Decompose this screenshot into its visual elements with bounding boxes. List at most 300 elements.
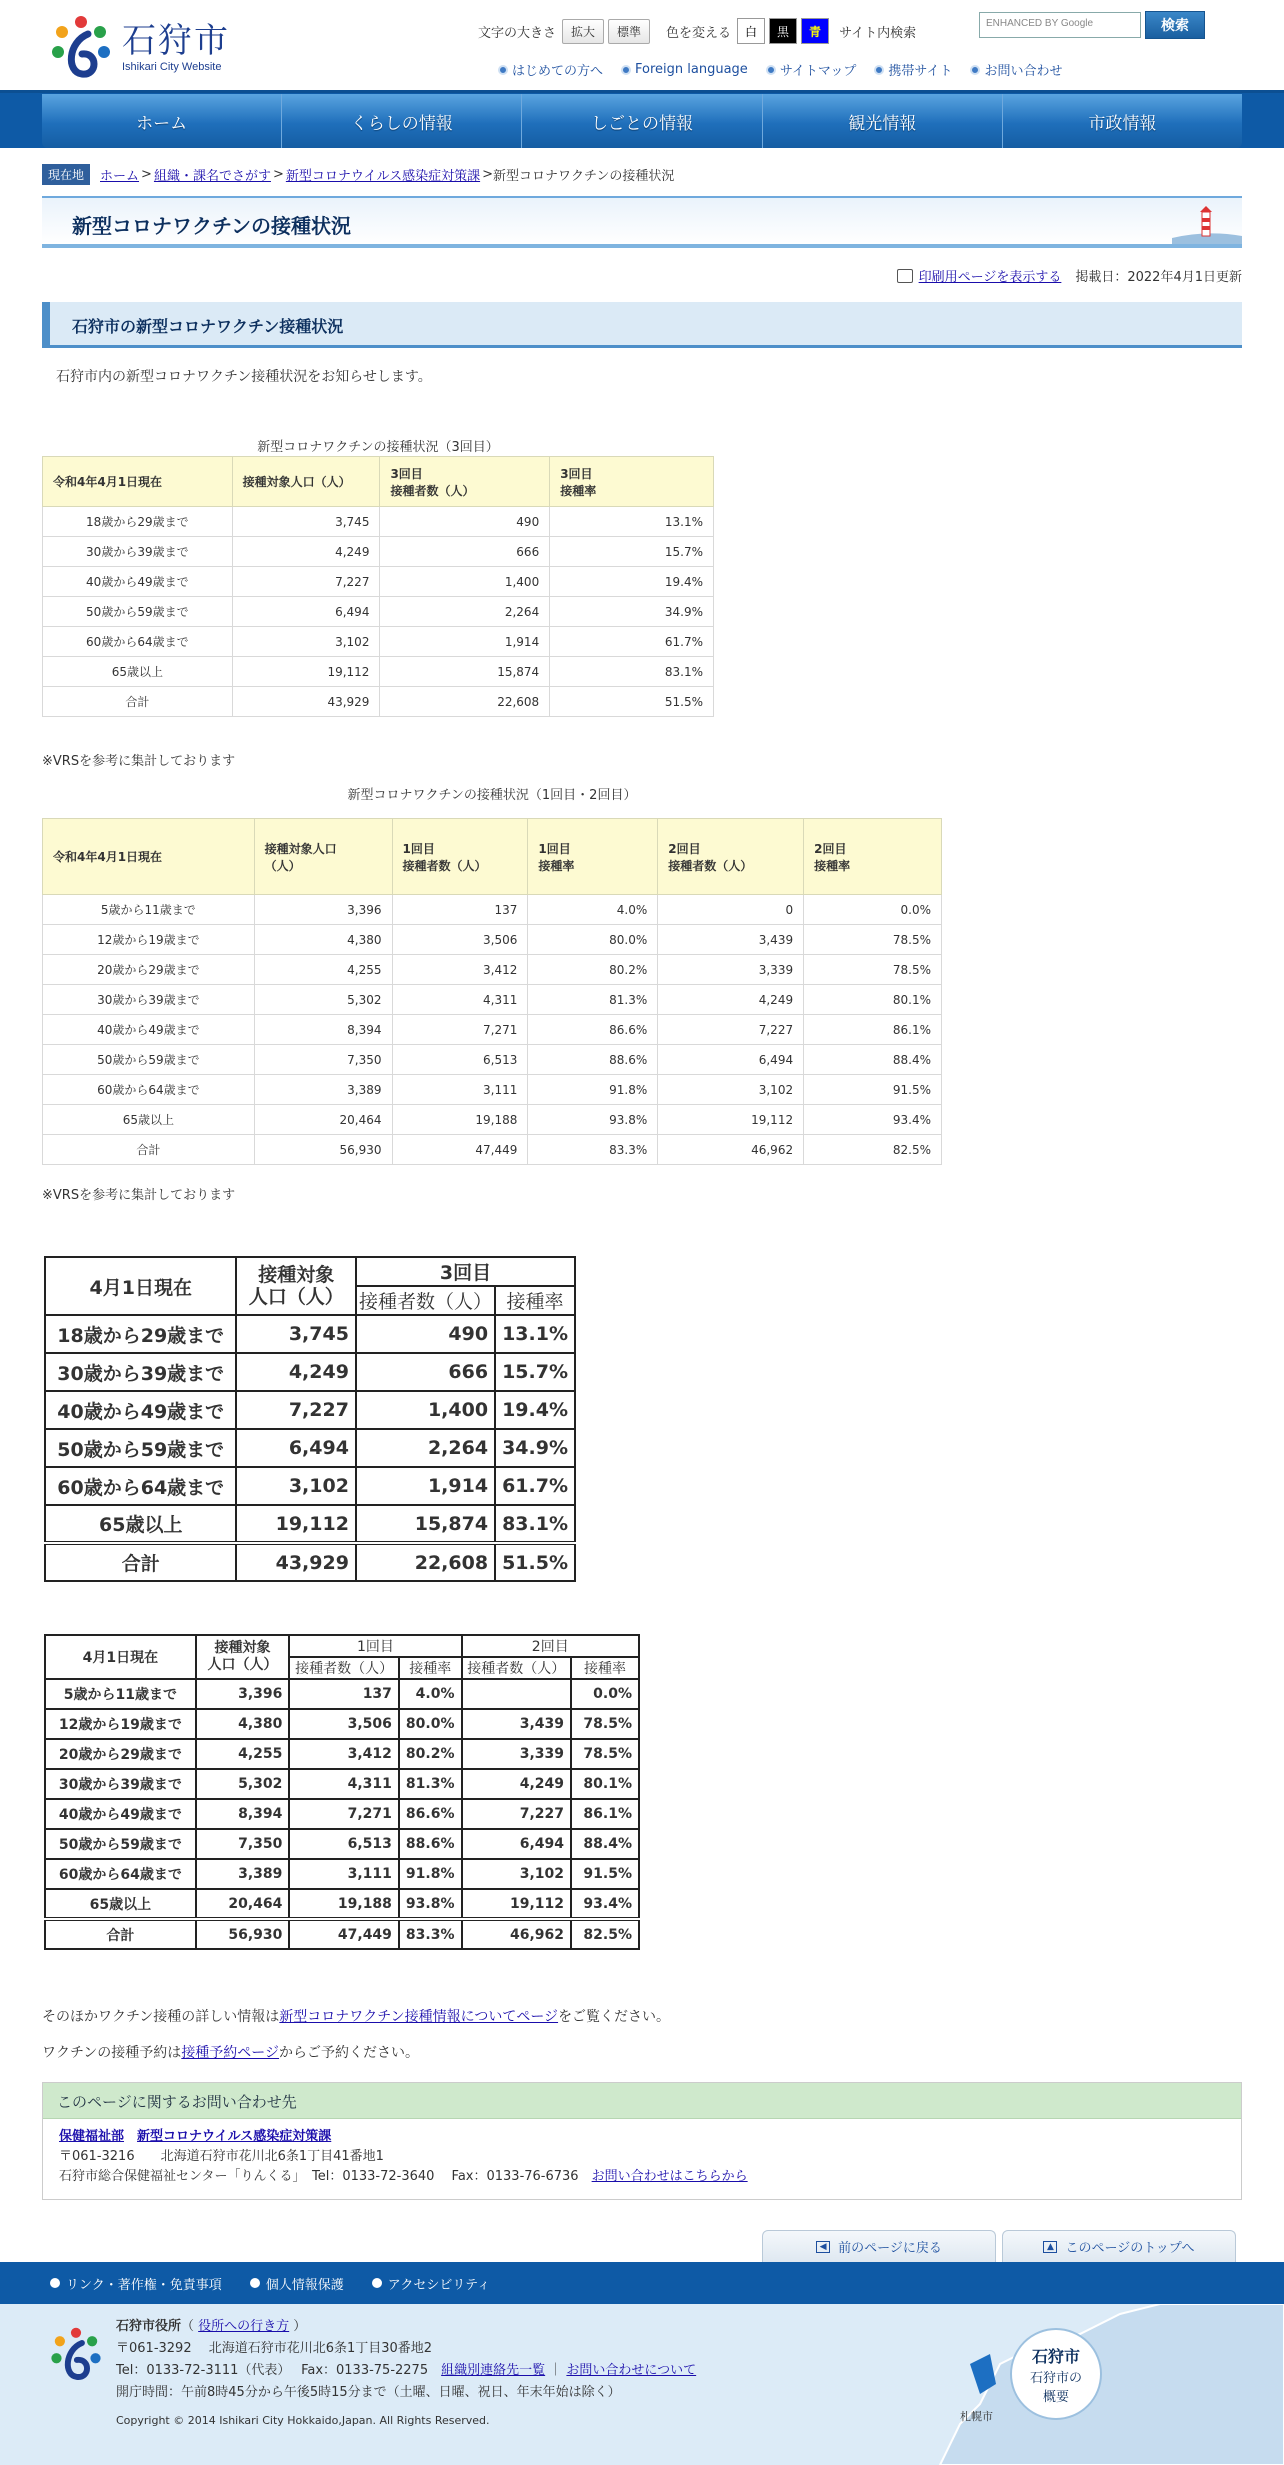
table1-header: 3回目 接種者数（人）: [380, 457, 550, 507]
bullet-icon: [498, 65, 508, 75]
table-cell: 78.5%: [804, 955, 942, 985]
section-heading: 石狩市の新型コロナワクチン接種状況: [72, 317, 344, 336]
table-cell: 3,412: [392, 955, 528, 985]
font-size-label: 文字の大きさ: [478, 25, 557, 41]
nav-living[interactable]: くらしの情報: [282, 94, 522, 148]
search-button[interactable]: 検索: [1145, 11, 1205, 39]
row-label: 12歳から19歳まで: [43, 925, 255, 955]
table2-header: 令和4年4月1日現在: [43, 819, 255, 895]
page-top-button[interactable]: ▲ このページのトップへ: [1002, 2230, 1236, 2262]
footer-inquiry-link[interactable]: お問い合わせについて: [566, 2363, 697, 2378]
table-row: [43, 895, 942, 925]
row-label: 65歳以上: [43, 657, 233, 687]
image-table2-header: 接種率: [571, 1657, 639, 1679]
table2-header: 2回目 接種率: [804, 819, 942, 895]
table-cell: 91.5%: [571, 1859, 639, 1889]
table-row: [43, 537, 714, 567]
nav-business[interactable]: しごとの情報: [522, 94, 762, 148]
table-cell: 7,271: [289, 1799, 399, 1829]
logo-subtitle: Ishikari City Website: [122, 61, 222, 73]
global-nav: [42, 94, 1242, 148]
image-table-row: [45, 1919, 639, 1949]
table-cell: 88.4%: [804, 1045, 942, 1075]
table-cell: 47,449: [289, 1919, 399, 1949]
table-cell: 4,249: [232, 537, 380, 567]
table-cell: 43,929: [232, 687, 380, 717]
table-cell: 19,188: [392, 1105, 528, 1135]
site-search-label: サイト内検索: [839, 25, 917, 41]
link-mobile-site[interactable]: 携帯サイト: [874, 60, 952, 79]
table-cell: 34.9%: [495, 1429, 575, 1467]
table-row: [43, 1015, 942, 1045]
row-label: 65歳以上: [45, 1889, 196, 1919]
image-table2-header: 接種率: [399, 1657, 462, 1679]
row-label: 60歳から64歳まで: [45, 1859, 196, 1889]
inquiry-link[interactable]: お問い合わせはこちらから: [591, 2169, 748, 2184]
image-table2-header: 1回目: [289, 1635, 461, 1657]
table-cell: 15.7%: [550, 537, 714, 567]
table-cell: 46,962: [658, 1135, 804, 1165]
image-table-row: [45, 1829, 639, 1859]
table-cell: 1,914: [380, 627, 550, 657]
table-cell: 88.4%: [571, 1829, 639, 1859]
color-label: 色を変える: [666, 25, 732, 41]
footer-link-accessibility[interactable]: アクセシビリティ: [372, 2274, 490, 2293]
breadcrumb-dept[interactable]: 新型コロナウイルス感染症対策課: [285, 169, 481, 184]
table-cell: 4,380: [254, 925, 392, 955]
link-contact[interactable]: お問い合わせ: [970, 60, 1062, 79]
table-cell: 4.0%: [528, 895, 658, 925]
image-table-row: [45, 1353, 575, 1391]
dept-link[interactable]: 保健福祉部: [59, 2129, 125, 2144]
table-cell: 80.1%: [571, 1769, 639, 1799]
table-cell: 3,111: [392, 1075, 528, 1105]
nav-tourism[interactable]: 観光情報: [763, 94, 1003, 148]
site-logo[interactable]: [48, 12, 230, 82]
table-cell: 3,396: [254, 895, 392, 925]
table-cell: 80.2%: [528, 955, 658, 985]
row-label: 50歳から59歳まで: [45, 1429, 236, 1467]
row-label: 30歳から39歳まで: [45, 1769, 196, 1799]
bullet-icon: [970, 65, 980, 75]
bottom-page-nav: [762, 2230, 1236, 2262]
sapporo-label: 札幌市: [960, 2410, 993, 2423]
breadcrumb-org[interactable]: 組織・課名でさがす: [153, 169, 271, 184]
contact-center: 石狩市総合保健福祉センター「りんくる」 Tel：0133-72-3640 Fax：0133-76-6736: [59, 2169, 579, 2184]
table-row: [43, 627, 714, 657]
color-blue-button[interactable]: 青: [801, 18, 829, 44]
table-cell: 3,389: [254, 1075, 392, 1105]
table-cell: 7,350: [196, 1829, 290, 1859]
table-cell: 666: [356, 1353, 495, 1391]
table-cell: 78.5%: [571, 1739, 639, 1769]
table-cell: 83.3%: [528, 1135, 658, 1165]
table-cell: 20,464: [196, 1889, 290, 1919]
directions-link[interactable]: 役所への行き方: [198, 2319, 290, 2334]
table-cell: 93.8%: [528, 1105, 658, 1135]
row-label: 5歳から11歳まで: [43, 895, 255, 925]
table-cell: 47,449: [392, 1135, 528, 1165]
row-label: 20歳から29歳まで: [43, 955, 255, 985]
copyright: Copyright © 2014 Ishikari City Hokkaido,Japan. All Rights Reserved.: [116, 2414, 490, 2427]
table-cell: 51.5%: [495, 1543, 575, 1581]
table-cell: 3,102: [462, 1859, 572, 1889]
table-row: [43, 1075, 942, 1105]
row-label: 50歳から59歳まで: [43, 1045, 255, 1075]
table-cell: 91.5%: [804, 1075, 942, 1105]
table-cell: 20,464: [254, 1105, 392, 1135]
table-cell: 19,112: [658, 1105, 804, 1135]
table-cell: 6,513: [289, 1829, 399, 1859]
table-row: [43, 597, 714, 627]
table-cell: 3,339: [658, 955, 804, 985]
image-table2-header: 接種者数（人）: [289, 1657, 399, 1679]
table-cell: 86.1%: [804, 1015, 942, 1045]
image-table1-header: 4月1日現在: [45, 1257, 236, 1315]
bullet-icon: [621, 65, 631, 75]
font-large-button[interactable]: 拡大: [562, 19, 604, 44]
row-label: 40歳から49歳まで: [45, 1391, 236, 1429]
table-cell: 4,255: [254, 955, 392, 985]
table2-header: 接種対象人口 （人）: [254, 819, 392, 895]
table-cell: 3,389: [196, 1859, 290, 1889]
contact-address: 〒061-3216 北海道石狩市花川北6条1丁目41番地1: [59, 2149, 384, 2164]
table-row: [43, 507, 714, 537]
row-label: 40歳から49歳まで: [45, 1799, 196, 1829]
table-cell: 15,874: [356, 1505, 495, 1543]
table-cell: 3,506: [289, 1709, 399, 1739]
row-label: 20歳から29歳まで: [45, 1739, 196, 1769]
table-cell: 3,412: [289, 1739, 399, 1769]
table-cell: 91.8%: [528, 1075, 658, 1105]
table-cell: 80.0%: [399, 1709, 462, 1739]
table-cell: 3,506: [392, 925, 528, 955]
table-cell: 80.1%: [804, 985, 942, 1015]
table-cell: 51.5%: [550, 687, 714, 717]
bullet-icon: [766, 65, 776, 75]
table-row: [43, 687, 714, 717]
lighthouse-icon: [1172, 204, 1242, 244]
row-label: 30歳から39歳まで: [43, 985, 255, 1015]
table-cell: 13.1%: [550, 507, 714, 537]
table-cell: 19.4%: [550, 567, 714, 597]
table-cell: 4,249: [236, 1353, 355, 1391]
page-title: 新型コロナワクチンの接種状況: [72, 214, 351, 238]
table-cell: 3,339: [462, 1739, 572, 1769]
back-icon: ◀: [816, 2241, 830, 2253]
table-cell: 61.7%: [550, 627, 714, 657]
color-white-button[interactable]: 白: [737, 18, 765, 44]
table-cell: 19,188: [289, 1889, 399, 1919]
table-cell: 666: [380, 537, 550, 567]
row-label: 65歳以上: [45, 1505, 236, 1543]
table-cell: 3,439: [462, 1709, 572, 1739]
bullet-icon: [50, 2278, 60, 2288]
table-row: [43, 1105, 942, 1135]
table-cell: 3,102: [658, 1075, 804, 1105]
table-cell: 3,111: [289, 1859, 399, 1889]
table-cell: 7,271: [392, 1015, 528, 1045]
image-table-row: [45, 1429, 575, 1467]
contact-box: [42, 2082, 1242, 2200]
table-cell: 86.6%: [528, 1015, 658, 1045]
image-table-dose3: [44, 1256, 576, 1582]
row-label: 30歳から39歳まで: [43, 537, 233, 567]
table-cell: 22,608: [380, 687, 550, 717]
row-label: 合計: [45, 1919, 196, 1949]
nav-home[interactable]: ホーム: [42, 94, 282, 148]
image-table1-header: 接種対象 人口（人）: [236, 1257, 355, 1315]
table-cell: 82.5%: [571, 1919, 639, 1949]
table-cell: 7,227: [232, 567, 380, 597]
header-sub-links: [498, 60, 1081, 79]
contact-heading: このページに関するお問い合わせ先: [43, 2083, 1241, 2119]
table-cell: 8,394: [196, 1799, 290, 1829]
table-cell: 78.5%: [571, 1709, 639, 1739]
table-cell: 46,962: [462, 1919, 572, 1949]
table-cell: 93.4%: [571, 1889, 639, 1919]
table1-caption: 新型コロナワクチンの接種状況（3回目）: [257, 440, 499, 455]
footer-links-bar: [0, 2262, 1284, 2304]
bullet-icon: [372, 2278, 382, 2288]
table-cell: 22,608: [356, 1543, 495, 1581]
row-label: 18歳から29歳まで: [45, 1315, 236, 1353]
table-cell: 83.3%: [399, 1919, 462, 1949]
table-row: [43, 657, 714, 687]
table-cell: 88.6%: [399, 1829, 462, 1859]
table-cell: 82.5%: [804, 1135, 942, 1165]
table-cell: 1,914: [356, 1467, 495, 1505]
table-dose1-2: [42, 818, 942, 1165]
site-header: [0, 0, 1284, 90]
image-table-row: [45, 1505, 575, 1543]
print-link[interactable]: 印刷用ページを表示する: [918, 270, 1062, 285]
table-cell: 6,494: [658, 1045, 804, 1075]
table-cell: 80.0%: [528, 925, 658, 955]
image-table2-header: 4月1日現在: [45, 1635, 196, 1679]
table-cell: 6,513: [392, 1045, 528, 1075]
table-cell: 3,102: [232, 627, 380, 657]
vrs-note: ※VRSを参考に集計しております: [42, 754, 236, 769]
search-input[interactable]: ENHANCED BY Google: [979, 12, 1141, 38]
table-cell: 0.0%: [804, 895, 942, 925]
image-table-row: [45, 1799, 639, 1829]
image-table-row: [45, 1543, 575, 1581]
table-cell: 3,439: [658, 925, 804, 955]
font-normal-button[interactable]: 標準: [608, 19, 650, 44]
table-cell: 43,929: [236, 1543, 355, 1581]
logo-title: 石狩市: [122, 21, 230, 61]
table-cell: 6,494: [232, 597, 380, 627]
table-cell: 93.4%: [804, 1105, 942, 1135]
table-cell: [462, 1679, 572, 1709]
bullet-icon: [874, 65, 884, 75]
table-cell: 4,380: [196, 1709, 290, 1739]
table-cell: 4,249: [658, 985, 804, 1015]
breadcrumb: 現在地 ホーム > 組織・課名でさがす > 新型コロナウイルス感染症対策課 > 新型コロナワクチンの接種状況: [42, 164, 674, 185]
table-cell: 13.1%: [495, 1315, 575, 1353]
table-cell: 7,227: [462, 1799, 572, 1829]
footer-hours: 開庁時間：午前8時45分から午後5時15分まで（土曜、日曜、祝日、年末年始は除く）: [116, 2385, 621, 2400]
table-cell: 137: [289, 1679, 399, 1709]
color-black-button[interactable]: 黒: [769, 18, 797, 44]
table-cell: 3,745: [232, 507, 380, 537]
image-table2-header: 接種対象 人口（人）: [196, 1635, 290, 1679]
table-cell: 78.5%: [804, 925, 942, 955]
row-label: 60歳から64歳まで: [45, 1467, 236, 1505]
table-dose3: [42, 456, 714, 717]
row-label: 50歳から59歳まで: [45, 1829, 196, 1859]
table1-header: 接種対象人口（人）: [232, 457, 380, 507]
row-label: 40歳から49歳まで: [43, 567, 233, 597]
row-label: 5歳から11歳まで: [45, 1679, 196, 1709]
table-cell: 8,394: [254, 1015, 392, 1045]
row-label: 30歳から39歳まで: [45, 1353, 236, 1391]
table-cell: 6,494: [462, 1829, 572, 1859]
table-cell: 15,874: [380, 657, 550, 687]
table-cell: 2,264: [356, 1429, 495, 1467]
table-cell: 1,400: [356, 1391, 495, 1429]
table-row: [43, 925, 942, 955]
intro-text: 石狩市内の新型コロナワクチン接種状況をお知らせします。: [56, 369, 432, 385]
breadcrumb-current: 新型コロナワクチンの接種状況: [493, 169, 675, 184]
back-button[interactable]: ◀ 前のページに戻る: [762, 2230, 996, 2262]
footer-link-copyright[interactable]: リンク・著作権・免責事項: [50, 2274, 222, 2293]
table-cell: 490: [380, 507, 550, 537]
table-cell: 6,494: [236, 1429, 355, 1467]
table-cell: 1,400: [380, 567, 550, 597]
section-heading-bar: [42, 302, 1242, 348]
row-label: 60歳から64歳まで: [43, 627, 233, 657]
print-row: [897, 266, 1242, 285]
image-table-dose1-2: [44, 1634, 640, 1950]
table-cell: 19,112: [232, 657, 380, 687]
row-label: 12歳から19歳まで: [45, 1709, 196, 1739]
row-label: 合計: [43, 1135, 255, 1165]
table-cell: 19,112: [462, 1889, 572, 1919]
table-cell: 137: [392, 895, 528, 925]
table-cell: 5,302: [196, 1769, 290, 1799]
table-row: [43, 955, 942, 985]
image-table1-header: 接種率: [495, 1286, 575, 1315]
city-emblem-icon: [48, 12, 114, 82]
link-foreign-language[interactable]: Foreign language: [621, 60, 748, 79]
table-cell: 83.1%: [550, 657, 714, 687]
table-cell: 5,302: [254, 985, 392, 1015]
table-cell: 7,227: [236, 1391, 355, 1429]
org-contacts-link[interactable]: 組織別連絡先一覧: [441, 2363, 546, 2378]
table-cell: 15.7%: [495, 1353, 575, 1391]
table-cell: 86.1%: [571, 1799, 639, 1829]
link-first-time[interactable]: はじめての方へ: [498, 60, 603, 79]
division-link[interactable]: 新型コロナウイルス感染症対策課: [137, 2129, 332, 2144]
image-table-row: [45, 1739, 639, 1769]
table-cell: 490: [356, 1315, 495, 1353]
table-cell: 0: [658, 895, 804, 925]
footer-address: 〒061-3292 北海道石狩市花川北6条1丁目30番地2: [116, 2341, 433, 2356]
table-cell: 4,311: [289, 1769, 399, 1799]
image-table-row: [45, 1679, 639, 1709]
table-cell: 91.8%: [399, 1859, 462, 1889]
table-cell: 80.2%: [399, 1739, 462, 1769]
bullet-icon: [250, 2278, 260, 2288]
printer-icon: [897, 269, 913, 283]
row-label: 合計: [43, 687, 233, 717]
image-table-row: [45, 1467, 575, 1505]
table-cell: 19,112: [236, 1505, 355, 1543]
up-icon: ▲: [1043, 2241, 1057, 2253]
utility-bar: [478, 18, 922, 44]
link-sitemap[interactable]: サイトマップ: [766, 60, 857, 79]
row-label: 50歳から59歳まで: [43, 597, 233, 627]
table-row: [43, 1135, 942, 1165]
vrs-note: ※VRSを参考に集計しております: [42, 1188, 236, 1203]
row-label: 65歳以上: [43, 1105, 255, 1135]
table-row: [43, 567, 714, 597]
table2-caption: 新型コロナワクチンの接種状況（1回目・2回目）: [347, 788, 637, 803]
table-cell: 4,249: [462, 1769, 572, 1799]
image-table-row: [45, 1709, 639, 1739]
table-cell: 83.1%: [495, 1505, 575, 1543]
page-title-bar: [42, 196, 1242, 248]
image-table-row: [45, 1391, 575, 1429]
row-label: 合計: [45, 1543, 236, 1581]
table2-header: 2回目 接種者数（人）: [658, 819, 804, 895]
table-cell: 3,102: [236, 1467, 355, 1505]
vaccine-info-link[interactable]: 新型コロナワクチン接種情報についてページ: [279, 2009, 559, 2025]
table-cell: 7,350: [254, 1045, 392, 1075]
city-overview-badge[interactable]: 石狩市 石狩市の 概要: [1010, 2328, 1102, 2420]
table-cell: 56,930: [254, 1135, 392, 1165]
site-footer: 石狩市役所（ 役所への行き方 ） 〒061-3292 北海道石狩市花川北6条1丁目30番地2 Tel：0133-72-3111（代表） Fax：0133-75-2275 組織別連絡先一覧 ｜ お問い合わせについて 開庁時間：午前8時45分から午後5時15分まで（土曜、日曜、祝日、年末年始は除く） Copyright © 2014 Ishikari City Hokkaido,Japan. All Rights Reserved. 石狩市 石狩市の 概要 札幌市: [0, 2304, 1284, 2465]
row-label: 40歳から49歳まで: [43, 1015, 255, 1045]
table-cell: 3,396: [196, 1679, 290, 1709]
image-table1-header: 3回目: [356, 1257, 575, 1286]
image-table-row: [45, 1889, 639, 1919]
table-cell: 61.7%: [495, 1467, 575, 1505]
table-cell: 34.9%: [550, 597, 714, 627]
reservation-link[interactable]: 接種予約ページ: [181, 2045, 280, 2061]
table1-header: 3回目 接種率: [550, 457, 714, 507]
table-cell: 4,311: [392, 985, 528, 1015]
breadcrumb-home[interactable]: ホーム: [100, 169, 140, 184]
image-table-row: [45, 1315, 575, 1353]
reservation-paragraph: ワクチンの接種予約は接種予約ページからご予約ください。: [42, 2045, 420, 2061]
image-table2-header: 2回目: [462, 1635, 640, 1657]
row-label: 18歳から29歳まで: [43, 507, 233, 537]
table-cell: 4.0%: [399, 1679, 462, 1709]
image-table-row: [45, 1769, 639, 1799]
table-cell: 7,227: [658, 1015, 804, 1045]
table-cell: 0.0%: [571, 1679, 639, 1709]
footer-org-name: 石狩市役所: [116, 2319, 182, 2334]
table-cell: 2,264: [380, 597, 550, 627]
table-row: [43, 1045, 942, 1075]
table-cell: 86.6%: [399, 1799, 462, 1829]
breadcrumb-label: 現在地: [42, 164, 90, 185]
image-table2-header: 接種者数（人）: [462, 1657, 572, 1679]
table-cell: 81.3%: [528, 985, 658, 1015]
table-cell: 56,930: [196, 1919, 290, 1949]
more-info-paragraph: そのほかワクチン接種の詳しい情報は新型コロナワクチン接種情報についてページをご覧ください。: [42, 2009, 671, 2025]
footer-link-privacy[interactable]: 個人情報保護: [250, 2274, 344, 2293]
image-table1-header: 接種者数（人）: [356, 1286, 495, 1315]
table-row: [43, 985, 942, 1015]
table-cell: 3,745: [236, 1315, 355, 1353]
image-table-row: [45, 1859, 639, 1889]
nav-city-admin[interactable]: 市政情報: [1088, 113, 1157, 134]
footer-emblem-icon: [48, 2324, 104, 2384]
